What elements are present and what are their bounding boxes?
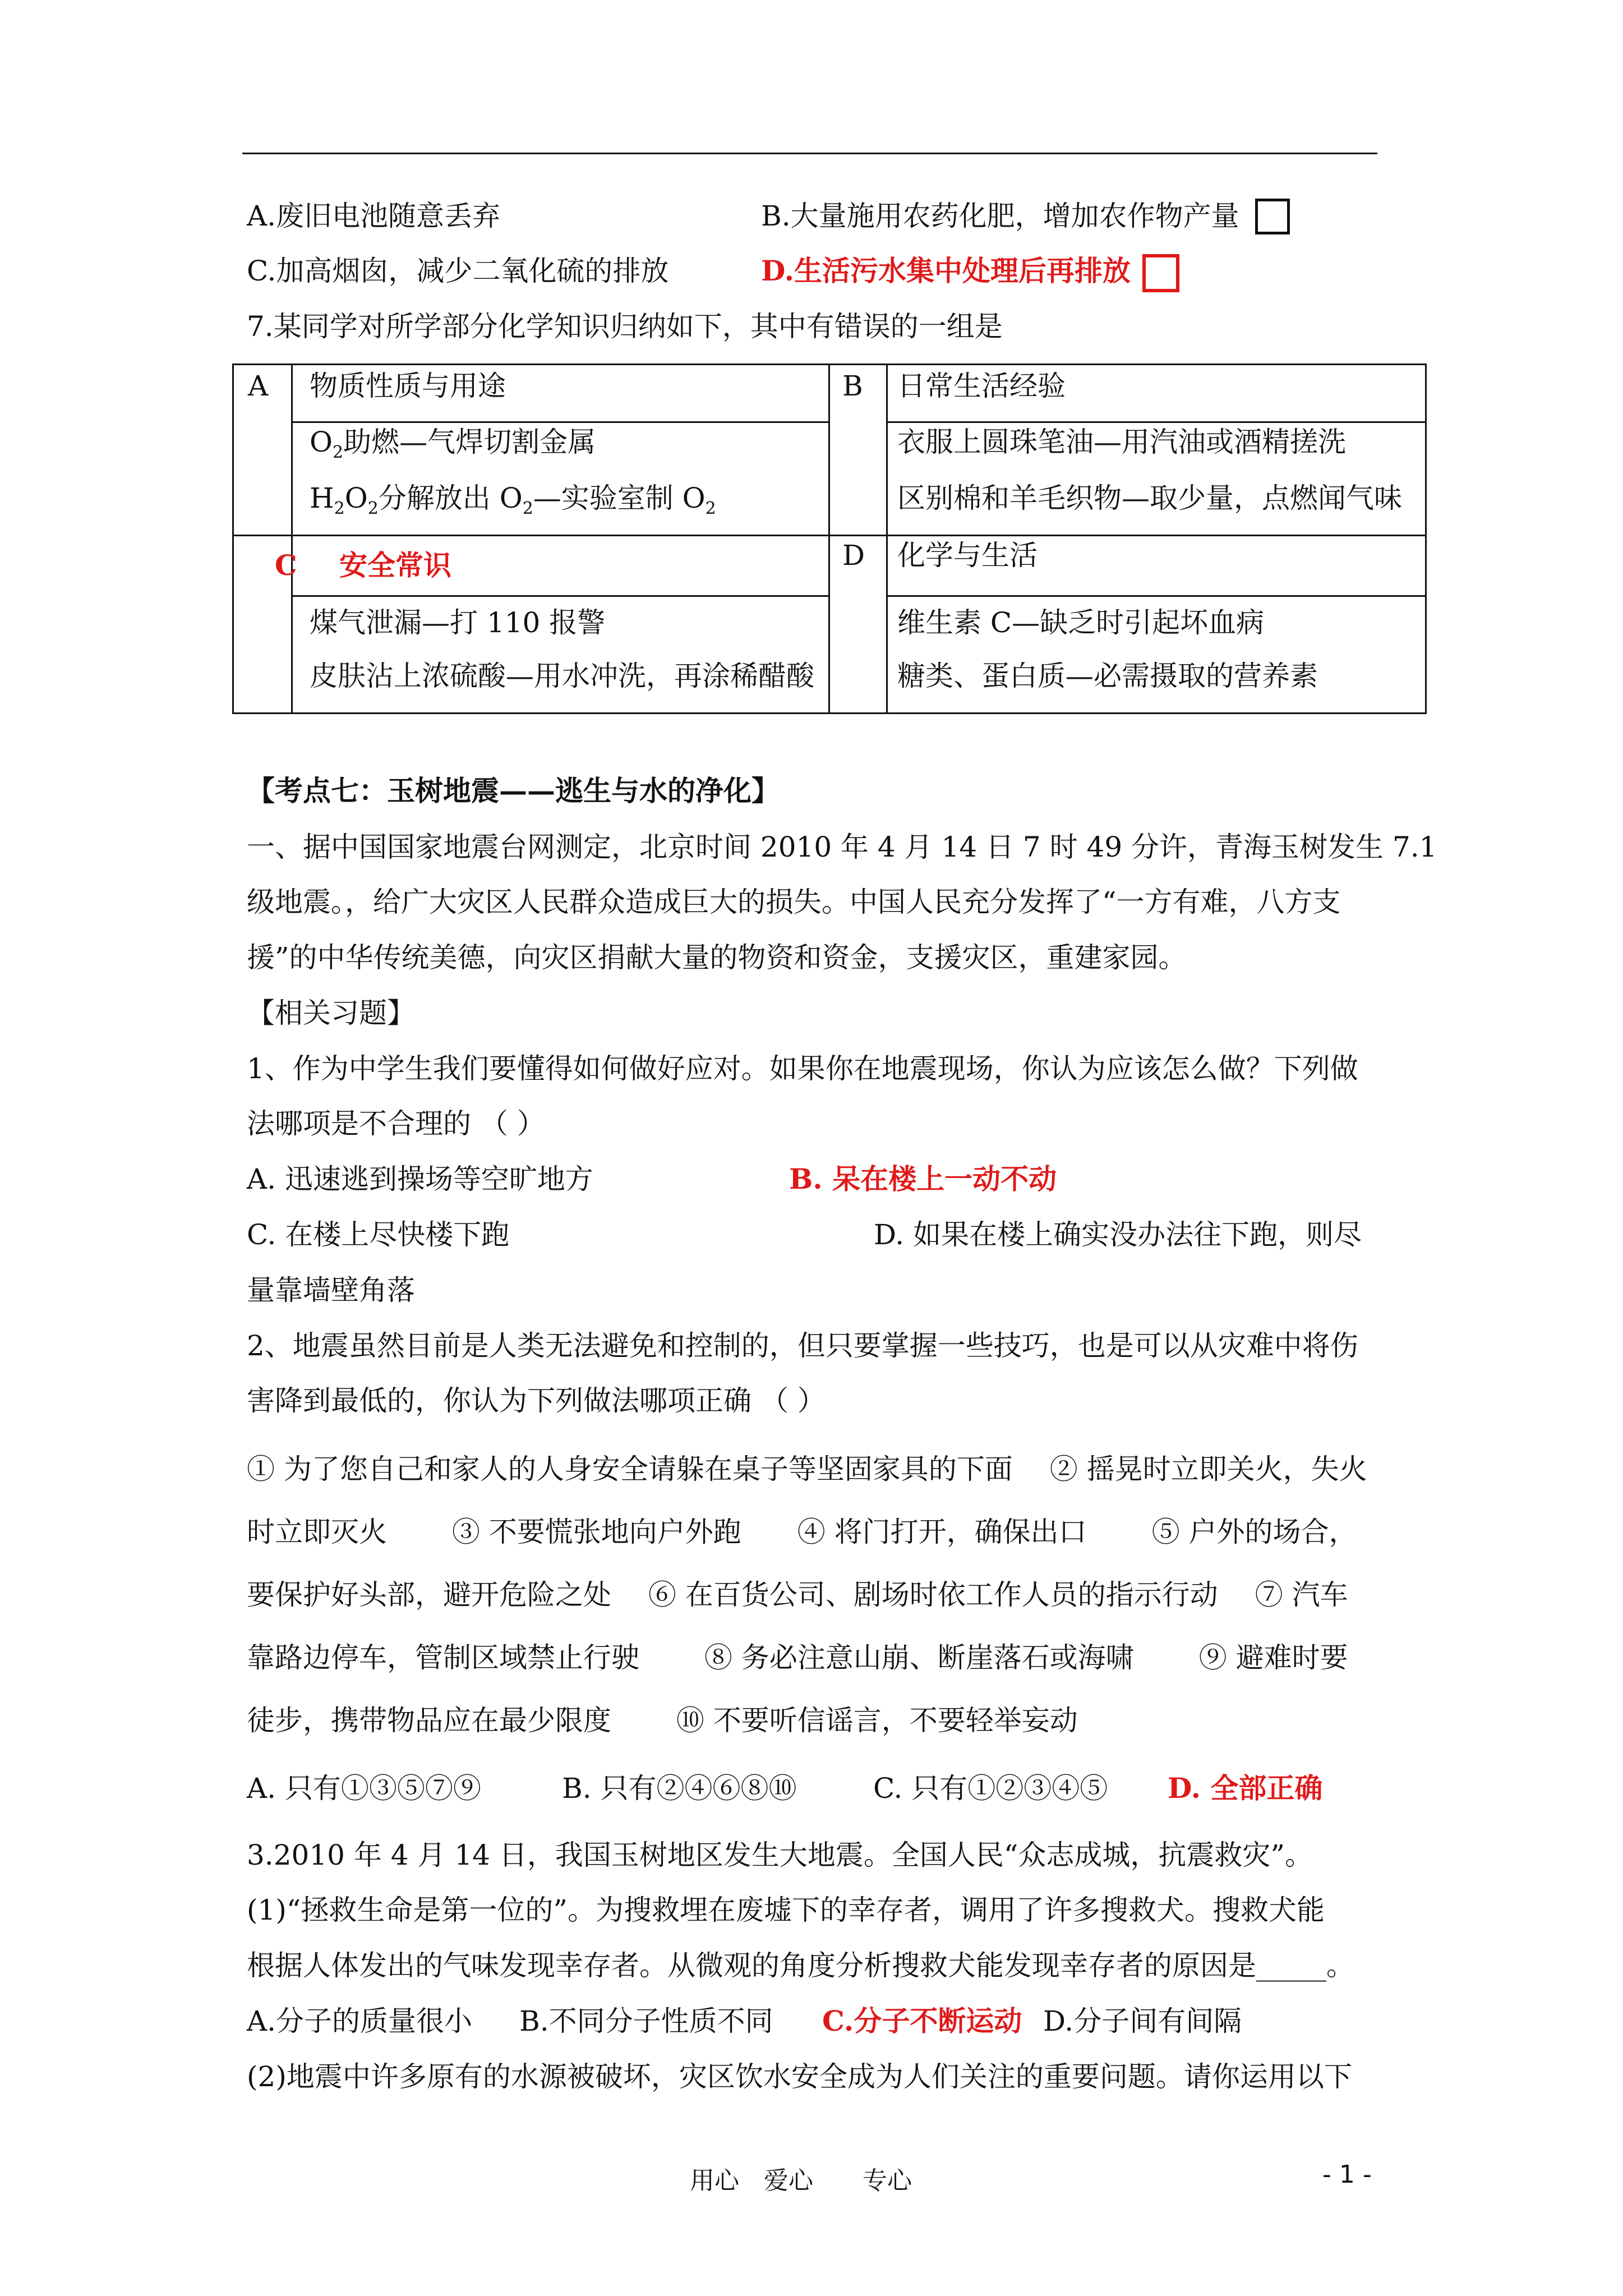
cell-d-letter: D	[842, 539, 865, 572]
q2-option-b: B. 只有②④⑥⑧⑩	[562, 1772, 797, 1805]
cell-c-title: 安全常识	[339, 549, 451, 582]
q2-line-6: 靠路边停车，管制区域禁止行驶 ⑧ 务必注意山崩、断崖落石或海啸 ⑨ 避难时要	[247, 1641, 1348, 1674]
q2-line-4: 时立即灭火 ③ 不要慌张地向户外跑 ④ 将门打开，确保出口 ⑤ 户外的场合，	[247, 1516, 1357, 1548]
q3-option-d: D.分子间有间隔	[1043, 2005, 1242, 2037]
q2-option-d: D. 全部正确	[1168, 1772, 1323, 1805]
cell-a-title: 物质性质与用途	[310, 370, 506, 402]
q2-line-3: ① 为了您自己和家人的人身安全请躲在桌子等坚固家具的下面 ② 摇晃时立即关火，失火	[247, 1453, 1367, 1485]
q1-line-1: 1、作为中学生我们要懂得如何做好应对。如果你在地震现场，你认为应该怎么做？下列做	[247, 1052, 1358, 1085]
q2-line-7: 徒步，携带物品应在最少限度 ⑩ 不要听信谣言，不要轻举妄动	[247, 1704, 1078, 1737]
q2-option-a: A. 只有①③⑤⑦⑨	[247, 1772, 481, 1805]
q3-part1-line-2: 根据人体发出的气味发现幸存者。从微观的角度分析搜救犬能发现幸存者的原因是_____。	[247, 1949, 1354, 1982]
answer-box-red	[1142, 254, 1179, 292]
q3-option-b: B.不同分子性质不同	[519, 2005, 773, 2037]
q3-option-c: C.分子不断运动	[822, 2004, 1022, 2037]
answer-box-black	[1255, 199, 1290, 234]
q2-option-c: C. 只有①②③④⑤	[873, 1772, 1108, 1805]
q1-option-b: B. 呆在楼上一动不动	[789, 1162, 1057, 1195]
q3-line-1: 3.2010 年 4 月 14 日，我国玉树地区发生大地震。全国人民“众志成城，抗震救灾”。	[247, 1839, 1313, 1871]
intro-line-1: 一、据中国国家地震台网测定，北京时间 2010 年 4 月 14 日 7 时 49 分许，青海玉树发生 7.1	[247, 831, 1437, 863]
cell-c-letter: C	[275, 549, 297, 582]
q6-option-b: B.大量施用农药化肥，增加农作物产量	[761, 200, 1239, 232]
cell-a-letter: A	[248, 370, 269, 402]
intro-line-3: 援”的中华传统美德，向灾区捐献大量的物资和资金，支援灾区，重建家园。	[247, 941, 1187, 974]
cell-b-title: 日常生活经验	[897, 370, 1066, 402]
q1-option-a: A. 迅速逃到操场等空旷地方	[247, 1163, 593, 1195]
q3-part1-line-1: (1)“拯救生命是第一位的”。为搜救埋在废墟下的幸存者，调用了许多搜救犬。搜救犬能	[247, 1894, 1325, 1926]
q7-stem: 7.某同学对所学部分化学知识归纳如下，其中有错误的一组是	[247, 310, 1003, 343]
related-exercises: 【相关习题】	[247, 997, 415, 1029]
q1-option-d-cont: 量靠墙壁角落	[247, 1274, 415, 1306]
q6-option-d: D.生活污水集中处理后再排放	[761, 254, 1131, 287]
cell-a-line2: $H_2O_2$分解放出 $O_2—$实验室制 $O_2$	[310, 482, 716, 518]
q3-option-a: A.分子的质量很小	[247, 2005, 473, 2037]
q6-option-c: C.加高烟囱，减少二氧化硫的排放	[247, 255, 669, 287]
cell-b-line1: 衣服上圆珠笔油—用汽油或酒精搓洗	[897, 426, 1346, 458]
section-heading: 【考点七：玉树地震——逃生与水的净化】	[247, 774, 780, 807]
cell-b-line2: 区别棉和羊毛织物—取少量，点燃闻气味	[897, 482, 1402, 514]
q2-line-2: 害降到最低的，你认为下列做法哪项正确 （ ）	[247, 1384, 826, 1417]
cell-c-line2: 皮肤沾上浓硫酸—用水冲洗，再涂稀醋酸	[310, 660, 814, 692]
cell-c-line1: 煤气泄漏—打 110 报警	[310, 606, 606, 639]
header-rule	[242, 153, 1377, 154]
q1-option-c: C. 在楼上尽快楼下跑	[247, 1218, 510, 1251]
q6-option-a: A.废旧电池随意丢弃	[247, 200, 501, 232]
q3-part2-line-1: (2)地震中许多原有的水源被破坏，灾区饮水安全成为人们关注的重要问题。请你运用以下	[247, 2060, 1352, 2093]
page-number: - 1 -	[1322, 2160, 1372, 2189]
intro-line-2: 级地震。，给广大灾区人民群众造成巨大的损失。中国人民充分发挥了“一方有难，八方支	[247, 886, 1341, 918]
cell-a-line1: $O_2$助燃—气焊切割金属	[310, 426, 596, 462]
footer-motto: 用心 爱心 专心	[690, 2166, 912, 2195]
q2-line-5: 要保护好头部，避开危险之处 ⑥ 在百货公司、剧场时依工作人员的指示行动 ⑦ 汽车	[247, 1579, 1348, 1611]
q1-option-d: D. 如果在楼上确实没办法往下跑，则尽	[874, 1218, 1362, 1251]
cell-d-line2: 糖类、蛋白质—必需摄取的营养素	[897, 660, 1318, 692]
cell-b-letter: B	[842, 370, 863, 402]
cell-d-title: 化学与生活	[897, 539, 1038, 572]
q1-line-2: 法哪项是不合理的 （ ）	[247, 1107, 545, 1140]
cell-d-line1: 维生素 C—缺乏时引起坏血病	[897, 606, 1265, 639]
q2-line-1: 2、地震虽然目前是人类无法避免和控制的，但只要掌握一些技巧，也是可以从灾难中将伤	[247, 1329, 1358, 1362]
